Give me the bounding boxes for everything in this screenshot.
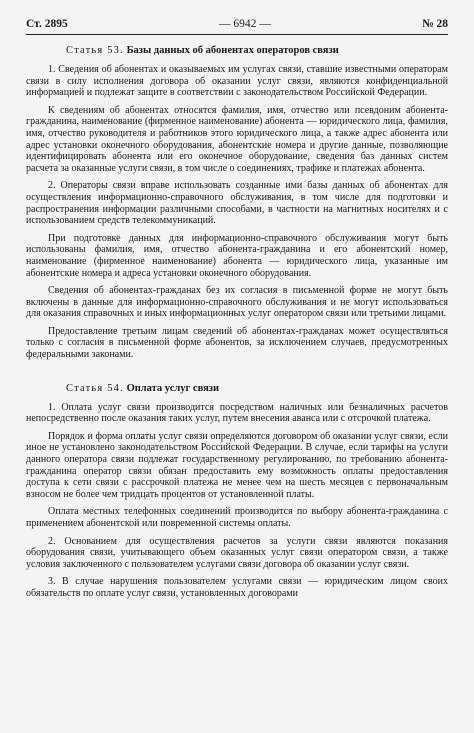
paragraph: Предоставление третьим лицам сведений об абонентах-гражданах может осуществляться только с согласия в письменной форме абонентов, за исключением случаев, предусмотренных федеральными законами. [26, 325, 448, 361]
header-article-number: Ст. 2895 [26, 18, 68, 30]
paragraph: 3. В случае нарушения пользователем услугами связи — юридическим лицом своих обязательств по оплате услуг связи, установленных договорами [26, 576, 448, 599]
paragraph: 1. Сведения об абонентах и оказываемых им услугах связи, ставшие известными операторам связи в силу исполнения договора об оказании услуг связи, являются конфиденциальной информацией и подлежат защите в соответствии с законодательством Российской Федерации. [26, 64, 448, 99]
header-page-number: — 6942 — [219, 18, 271, 30]
paragraph: 2. Основанием для осуществления расчетов за услуги связи являются показания оборудования связи, учитывающего объем оказанных услуг связи оператором связи, а также условия заключенного с пользователем услугами связи договора об оказании услуг связи. [26, 535, 448, 570]
page-header [26, 18, 448, 30]
paragraph: К сведениям об абонентах относятся фамилия, имя, отчество или псевдоним абонента-гражданина, наименование (фирменное наименование) абонента — юридического лица, фамилия, имя, отчество руководителя и работников этого юридического лица, а также адрес абонента или адрес установки оконечного оборудования, абонентские номера и другие данные, позволяющие идентифицировать абонента или его оконечное оборудование, сведения баз данных систем расчета за оказанные услуги связи, в том числе о соединениях, трафике и платежах абонента. [26, 104, 448, 174]
article-54-heading: Оплата услуг связи [126, 382, 220, 394]
section-gap [26, 367, 448, 383]
paragraph: 1. Оплата услуг связи производится посредством наличных или безналичных расчетов непосредственно после оказания таких услуг, путем внесения аванса или с отсрочкой платежа. [26, 401, 448, 425]
article-53-heading: Базы данных об абонентах операторов связи [126, 45, 339, 56]
header-rule [26, 34, 448, 35]
paragraph: 2. Операторы связи вправе использовать созданные ими базы данных об абонентах для осуществления информационно-справочного обслуживания, в том числе для подготовки и распространения информации различными способами, в частности на магнитных носителях и с использованием средств телекоммуникаций. [26, 180, 448, 227]
paragraph: Сведения об абонентах-гражданах без их согласия в письменной форме не могут быть включены в данные для информационно-справочного обслуживания и не могут использоваться для оказания справочных и иных информационных услуг оператором связи или третьими лицами. [26, 285, 448, 320]
article-53 [26, 45, 448, 361]
article-54-title [66, 383, 448, 394]
article-54 [26, 383, 448, 600]
article-53-title [66, 45, 448, 56]
paragraph: Порядок и форма оплаты услуг связи определяются договором об оказании услуг связи, если иное не установлено законодательством Российской Федерации. В случае, если тарифы на услуги данного оператора связи подлежат государственному регулированию, по требованию абонента-гражданина оператор связи обязан предоставить ему возможность оплаты предоставления доступа к сети связи с рассрочкой платежа не менее чем на шесть месяцев с первоначальным взносом не более чем тридцать процентов от установленной платы. [26, 430, 448, 500]
paragraph: Оплата местных телефонных соединений производится по выбору абонента-гражданина с применением абонентской или повременной системы оплаты. [26, 506, 448, 529]
header-issue-number: № 28 [422, 18, 448, 30]
article-54-label: Статья 54. [66, 382, 124, 394]
paragraph: При подготовке данных для информационно-справочного обслуживания могут быть использованы фамилия, имя, отчество абонента-гражданина и его абонентский номер, наименование (фирменное наименование) абонента — юридического лица, указанные им абонентские номера и адреса установки оконечного оборудования. [26, 232, 448, 279]
article-53-label: Статья 53. [66, 45, 124, 56]
